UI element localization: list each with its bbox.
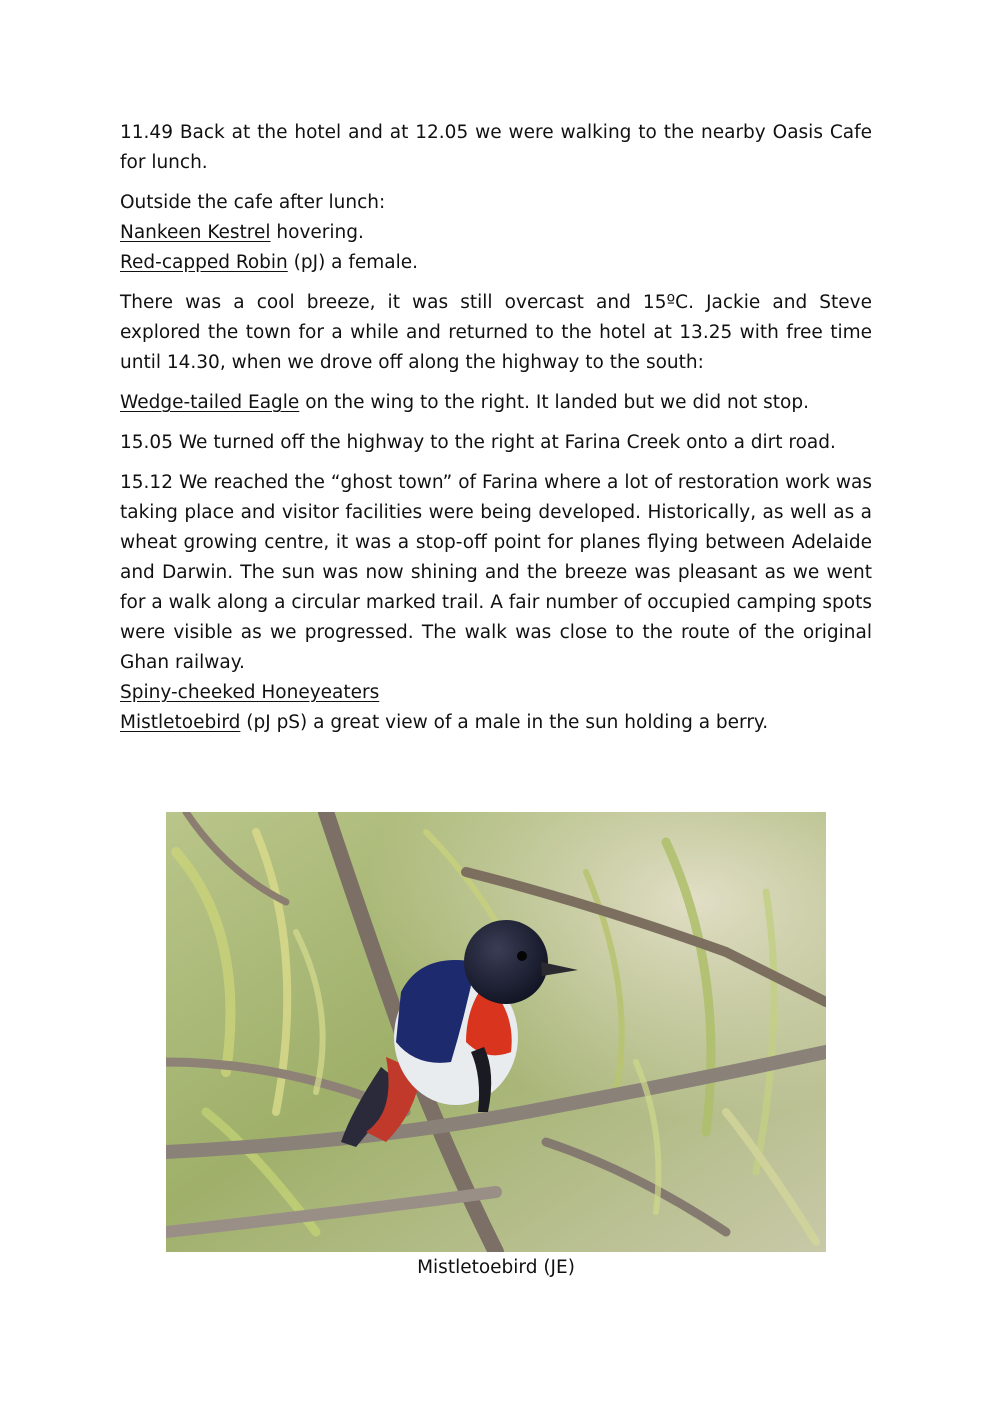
paragraph-eagle bbox=[120, 388, 872, 418]
sighting-intro: Outside the cafe after lunch: bbox=[120, 192, 386, 213]
photo-caption: Mistletoebird (JE) bbox=[417, 1257, 575, 1278]
paragraph-farina bbox=[120, 468, 872, 738]
paragraph-turn-off: 15.05 We turned off the highway to the right at Farina Creek onto a dirt road. bbox=[120, 432, 836, 453]
species-wedge-tailed-eagle: Wedge-tailed Eagle bbox=[120, 392, 300, 413]
paragraph-outside-cafe bbox=[120, 188, 872, 278]
mistletoebird-photo bbox=[166, 812, 826, 1252]
farina-text: 15.12 We reached the “ghost town” of Farina where a lot of restoration work was taking place and visitor facilities were being developed. Historically, as well as a wheat growing centre, it was a stop-off point for planes flying between Adelaide and Darwin. The sun was now shining and the breeze was pleasant as we went for a walk along a circular marked trail. A fair number of occupied camping spots were visible as we progressed. The walk was close to the route of the original Ghan railway. bbox=[120, 472, 872, 673]
paragraph-weather: There was a cool breeze, it was still overcast and 15ºC. Jackie and Steve explored the town for a while and returned to the hotel at 13.25 with free time until 14.30, when we drove off along the highway to the south: bbox=[120, 292, 872, 373]
paragraph-hotel-return: 11.49 Back at the hotel and at 12.05 we were walking to the nearby Oasis Cafe for lunch. bbox=[120, 122, 872, 173]
sighting-note: hovering. bbox=[270, 222, 364, 243]
species-spiny-cheeked-honeyeater: Spiny-cheeked Honeyeaters bbox=[120, 682, 380, 703]
document-body bbox=[120, 118, 872, 738]
species-red-capped-robin: Red-capped Robin bbox=[120, 252, 288, 273]
sighting-note: (pJ pS) a great view of a male in the sun holding a berry. bbox=[240, 712, 769, 733]
species-mistletoebird: Mistletoebird bbox=[120, 712, 241, 733]
species-nankeen-kestrel: Nankeen Kestrel bbox=[120, 222, 271, 243]
sighting-note: (pJ) a female. bbox=[287, 252, 419, 273]
sighting-note: on the wing to the right. It landed but we did not stop. bbox=[299, 392, 809, 413]
